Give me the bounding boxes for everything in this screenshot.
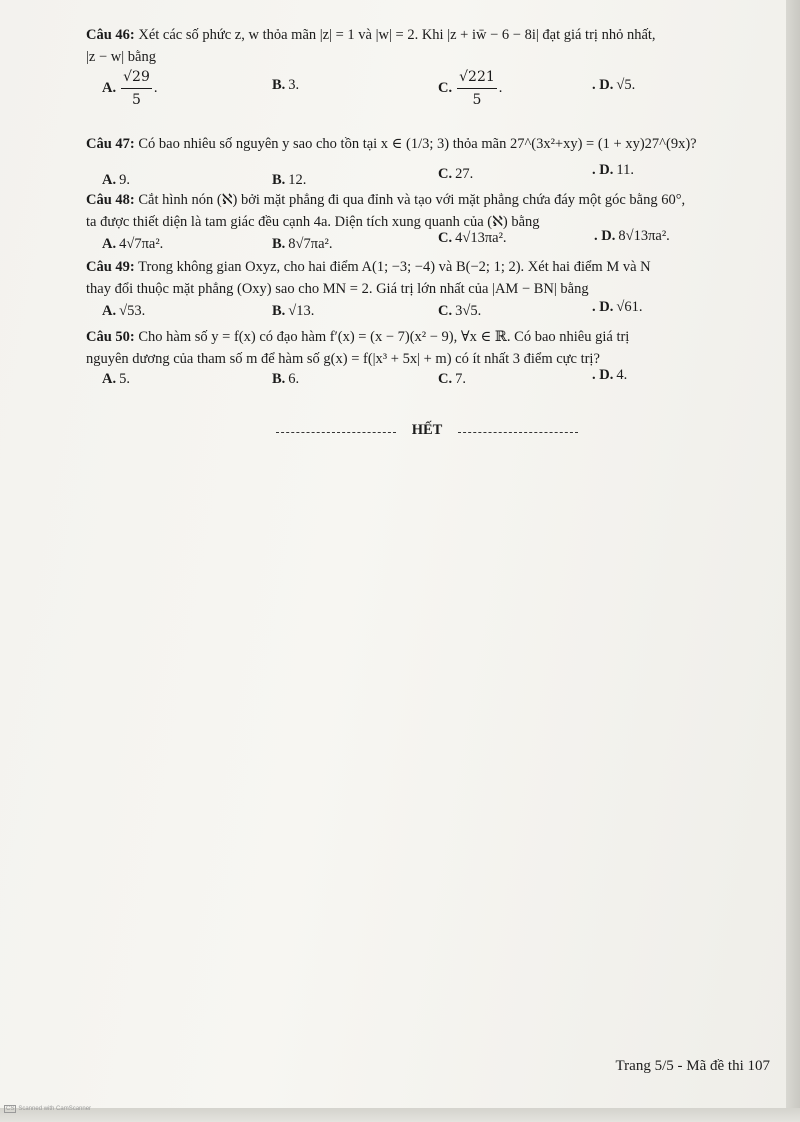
end-text: HẾT xyxy=(411,422,443,438)
question-48-option-d: . D. 8√13πa². xyxy=(594,228,670,244)
question-48-line-2: ta được thiết diện là tam giác đều cạnh 4a. Diện tích xung quanh của (ℵ) bằng xyxy=(86,214,540,230)
question-47-option-c: C. 27. xyxy=(438,166,474,182)
scanner-text: Scanned with CamScanner xyxy=(18,1106,92,1112)
page-edge-right xyxy=(786,0,800,1122)
question-49-option-b: B. √13. xyxy=(272,303,315,319)
question-46-text-1: Xét các số phức z, w thỏa mãn |z| = 1 và |w| = 2. Khi |z + iw̄ − 6 − 8i| đạt giá trị nhỏ nhất, xyxy=(138,27,656,43)
question-50-line-1 xyxy=(86,326,770,348)
question-49 xyxy=(86,256,770,324)
scanner-watermark xyxy=(4,1106,91,1112)
question-50-option-c: C. 7. xyxy=(438,371,466,387)
question-49-line-2: thay đổi thuộc mặt phẳng (Oxy) sao cho MN = 2. Giá trị lớn nhất của |AM − BN| bằng xyxy=(86,281,589,297)
question-49-line-1 xyxy=(86,256,770,278)
question-47-text-1: Có bao nhiêu số nguyên y sao cho tồn tại x ∈ (1/3; 3) thỏa mãn 27^(3x²+xy) = (1 + xy)27^(9x)? xyxy=(138,136,697,152)
question-46-option-a: A. $\frac{√29}{5}$ . xyxy=(102,66,157,111)
question-50-line-2: nguyên dương của tham số m để hàm số g(x) = f(|x³ + 5x| + m) có ít nhất 3 điểm cực trị? xyxy=(86,351,600,367)
question-50 xyxy=(86,326,770,392)
question-48-option-a: A. 4√7πa². xyxy=(102,236,164,252)
question-49-label: Câu 49: xyxy=(86,259,135,275)
question-48-line-1 xyxy=(86,189,770,211)
question-50-option-b: B. 6. xyxy=(272,371,300,387)
option-a-fraction: $\frac{√29}{5}$ xyxy=(121,66,152,111)
question-47 xyxy=(86,133,770,193)
question-46-option-c: C. $\frac{√221}{5}$ . xyxy=(438,66,502,111)
question-46-line-2: |z − w| bằng xyxy=(86,49,156,65)
question-46-options xyxy=(86,69,770,108)
question-47-option-a: A. 9. xyxy=(102,172,130,188)
question-48-option-b: B. 8√7πa². xyxy=(272,236,333,252)
end-marker xyxy=(276,422,578,439)
question-47-label: Câu 47: xyxy=(86,136,135,152)
question-48-label: Câu 48: xyxy=(86,192,135,208)
option-c-fraction: $\frac{√221}{5}$ xyxy=(457,66,497,111)
question-46-option-b: B. 3. xyxy=(272,77,300,93)
question-48-option-c: C. 4√13πa². xyxy=(438,230,507,246)
question-50-option-a: A. 5. xyxy=(102,371,130,387)
camscanner-logo-icon: CS xyxy=(6,1106,15,1112)
question-46-option-d: . D. √5. xyxy=(592,77,636,93)
question-50-option-d: . D. 4. xyxy=(592,367,628,383)
question-46-line-1 xyxy=(86,24,770,46)
question-48-options xyxy=(86,228,770,257)
question-49-option-d: . D. √61. xyxy=(592,299,643,315)
page-edge-bottom xyxy=(0,1108,800,1122)
question-48 xyxy=(86,189,770,257)
question-47-option-b: B. 12. xyxy=(272,172,307,188)
question-47-line-1 xyxy=(86,133,770,155)
question-46 xyxy=(86,24,770,108)
question-47-option-d: . D. 11. xyxy=(592,162,634,178)
question-49-text-1: Trong không gian Oxyz, cho hai điểm A(1; −3; −4) và B(−2; 1; 2). Xét hai điểm M và N xyxy=(138,259,651,275)
question-49-options xyxy=(86,298,770,324)
question-48-text-1: Cắt hình nón (ℵ) bởi mặt phẳng đi qua đỉnh và tạo với mặt phẳng chứa đáy một góc bằng 60°, xyxy=(138,192,686,208)
question-46-label: Câu 46: xyxy=(86,27,135,43)
question-50-options xyxy=(86,366,770,392)
question-49-option-a: A. √53. xyxy=(102,303,146,319)
question-49-option-c: C. 3√5. xyxy=(438,303,482,319)
question-50-text-1: Cho hàm số y = f(x) có đạo hàm f′(x) = (x − 7)(x² − 9), ∀x ∈ ℝ. Có bao nhiêu giá trị xyxy=(138,329,630,345)
question-50-label: Câu 50: xyxy=(86,329,135,345)
page-footer: Trang 5/5 - Mã đề thi 107 xyxy=(615,1058,770,1074)
